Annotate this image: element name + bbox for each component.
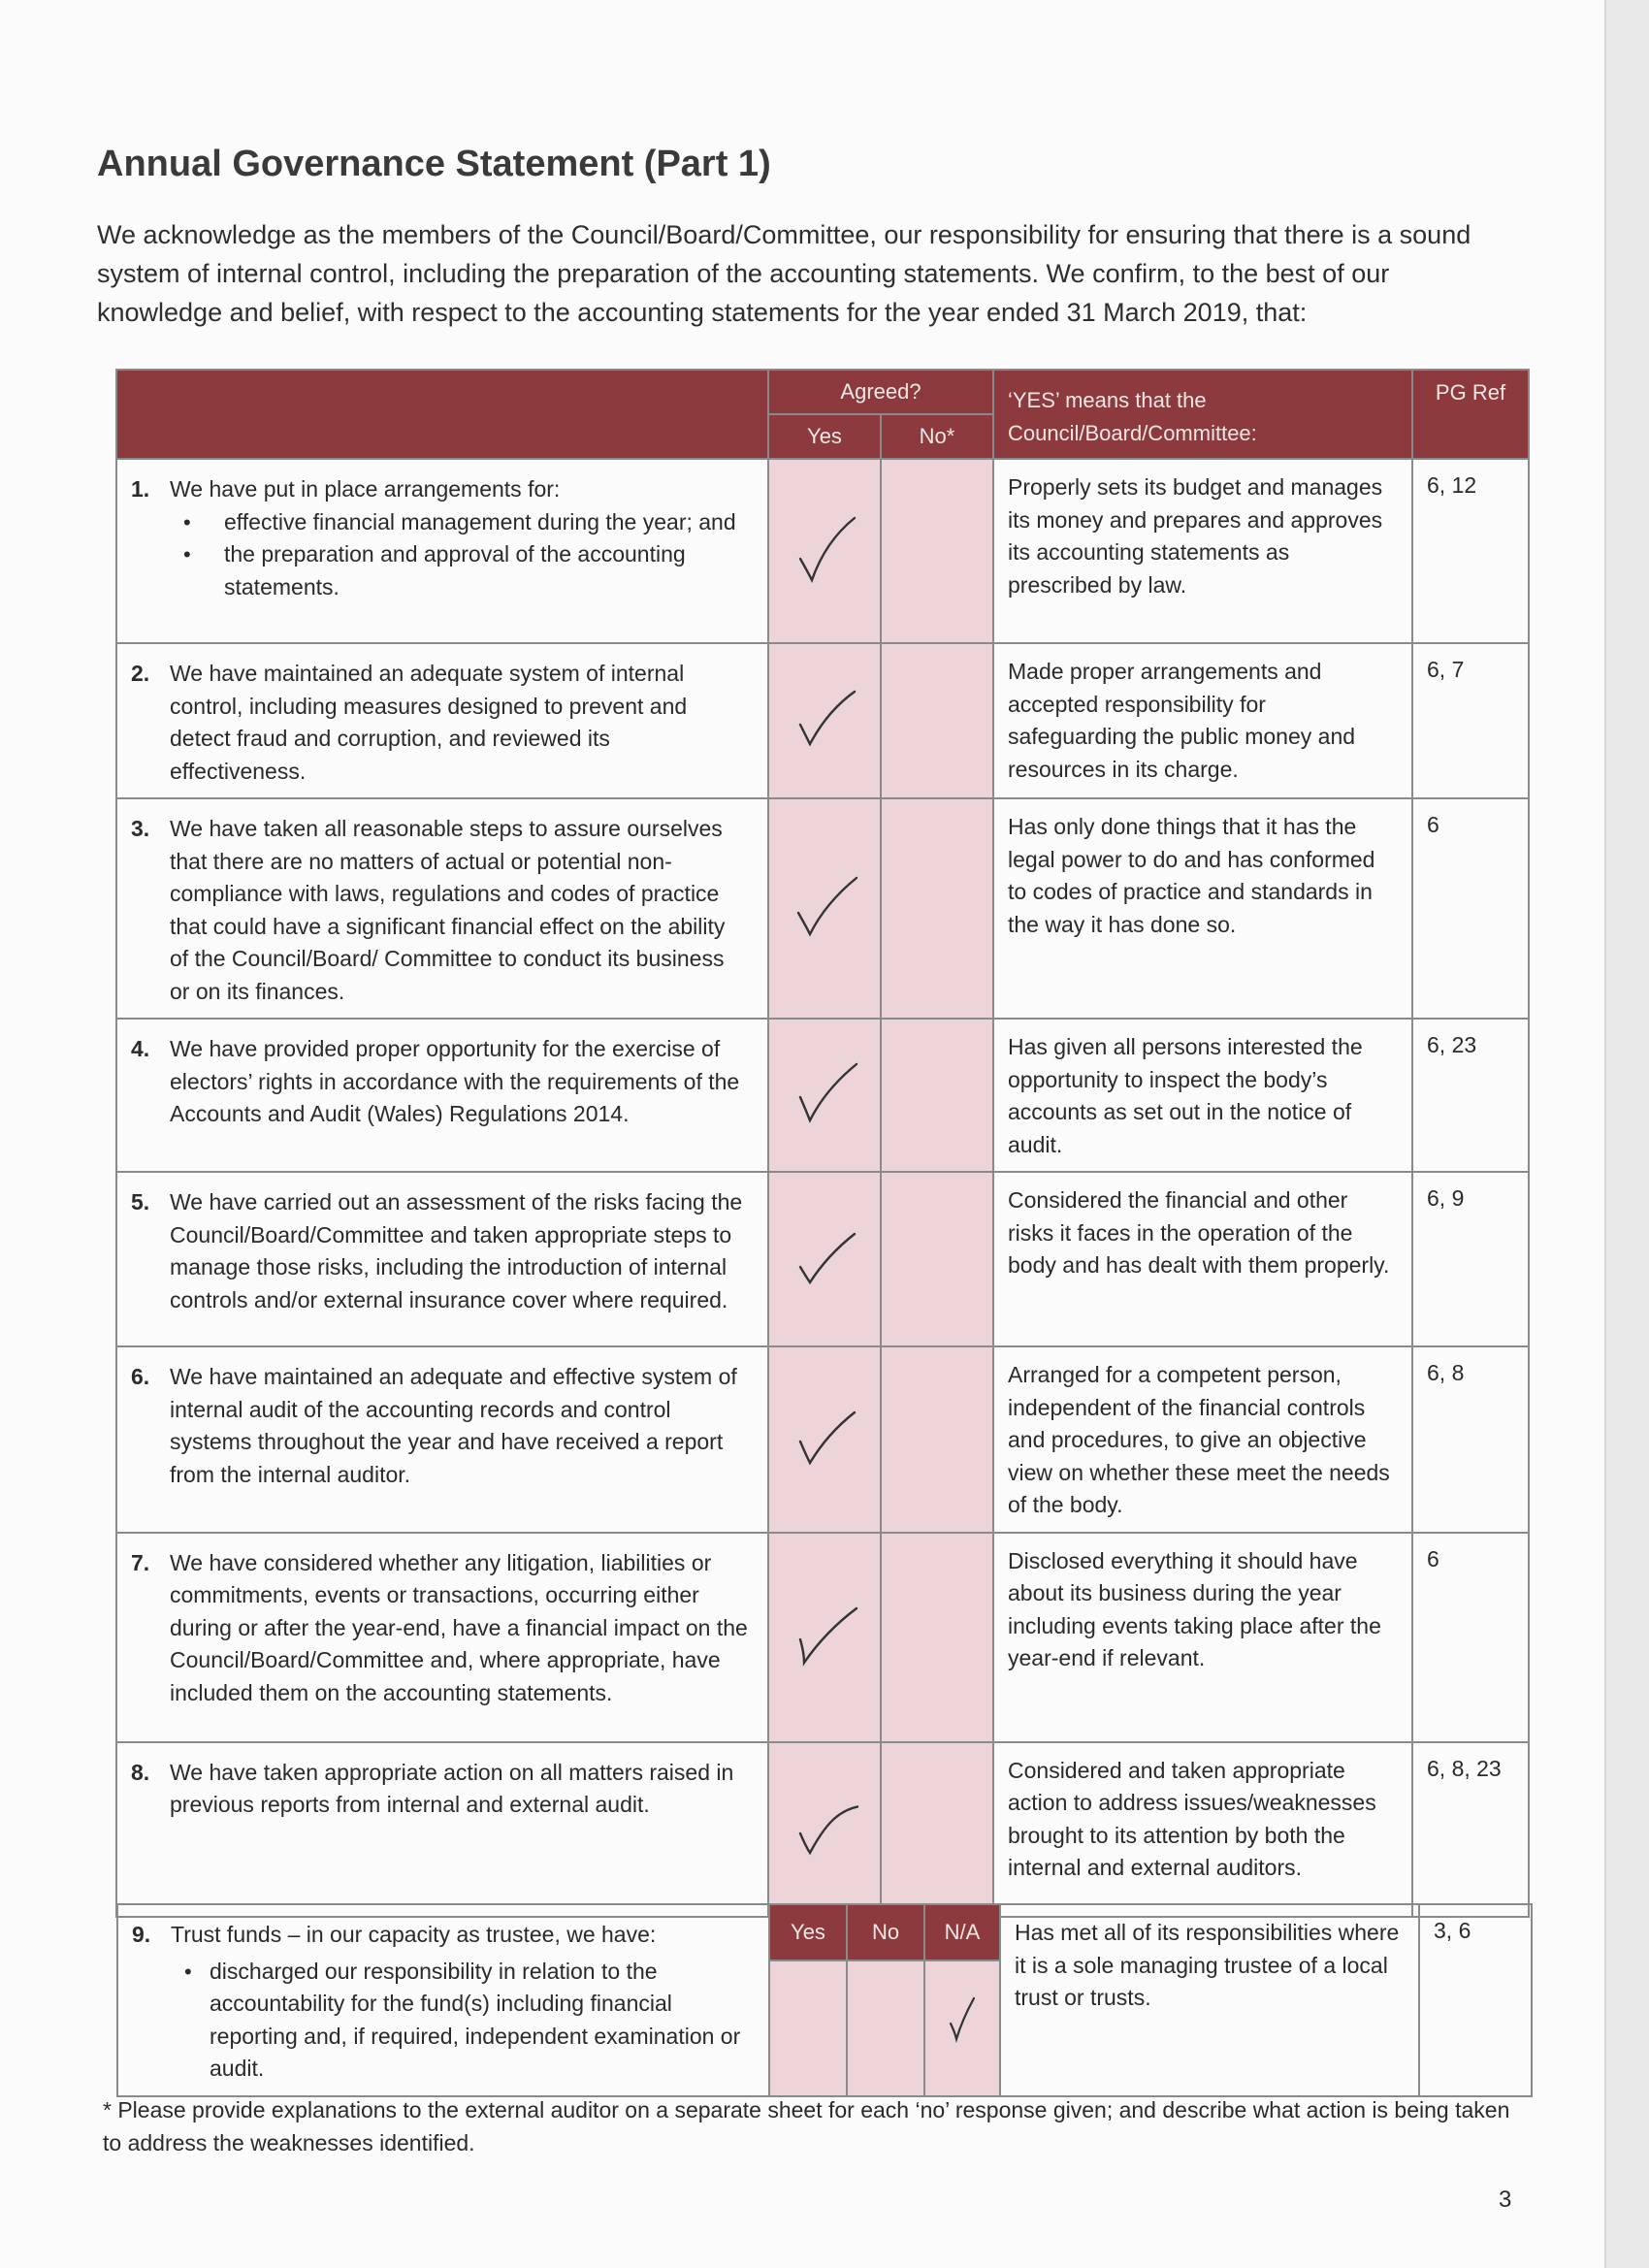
header-pg-ref: PG Ref	[1412, 370, 1529, 459]
checkmark-icon	[796, 1791, 858, 1868]
checkmark-icon	[796, 1401, 858, 1478]
table-row	[116, 1346, 1529, 1533]
statement-text: We have considered whether any litigation, liabilities or commitments, events or transactions, occurring either during or after the year-end, have a financial impact on the Council/Board/Committee and, where appropriate, have included them on the accounting statements.	[170, 1549, 748, 1705]
means-cell: Has only done things that it has the legal power to do and has conformed to codes of practice and standards in the way it has done so.	[993, 798, 1412, 1019]
governance-table	[115, 369, 1530, 1918]
header-means: ‘YES’ means that the Council/Board/Committee:	[993, 370, 1412, 459]
trust-header-na: N/A	[924, 1904, 1000, 1960]
statement-text: We have put in place arrangements for:	[170, 476, 561, 502]
table-row	[116, 1742, 1529, 1917]
pg-ref-cell: 6	[1412, 1533, 1529, 1742]
pg-ref-cell: 6, 9	[1412, 1172, 1529, 1346]
means-cell: Arranged for a competent person, independent of the financial controls and procedures, to give an objective view on whether these meet the needs of the body.	[993, 1346, 1412, 1533]
statement-cell	[116, 643, 768, 798]
means-cell: Made proper arrangements and accepted responsibility for safeguarding the public money and resources in its charge.	[993, 643, 1412, 798]
statement-cell	[116, 459, 768, 643]
row-number: 4.	[131, 1036, 150, 1061]
header-agreed: Agreed?	[768, 370, 993, 414]
row-number: 1.	[131, 476, 150, 502]
statement-text: We have provided proper opportunity for the exercise of electors’ rights in accordance with the requirements of the Accounts and Audit (Wales) Regulations 2014.	[170, 1036, 740, 1126]
trust-yes-checkbox-cell[interactable]	[769, 1960, 847, 2096]
no-checkbox-cell[interactable]	[881, 1346, 993, 1533]
checkmark-icon	[943, 1991, 982, 2049]
trust-no-checkbox-cell[interactable]	[847, 1960, 924, 2096]
row-number: 5.	[131, 1189, 150, 1215]
statement-text: We have carried out an assessment of the risks facing the Council/Board/Committee and taken appropriate steps to manage those risks, including the introduction of internal controls and/or external insurance cover where required.	[170, 1189, 743, 1312]
no-checkbox-cell[interactable]	[881, 798, 993, 1019]
checkmark-icon	[796, 1220, 858, 1298]
statement-text: We have maintained an adequate system of internal control, including measures designed to prevent and detect fraud and corruption, and reviewed its effectiveness.	[170, 661, 688, 784]
pg-ref-cell: 6	[1412, 798, 1529, 1019]
row-number: 2.	[131, 661, 150, 686]
no-checkbox-cell[interactable]	[881, 1019, 993, 1172]
row-number: 9.	[132, 1922, 151, 1947]
pg-ref-cell: 6, 8	[1412, 1346, 1529, 1533]
statement-bullet: • the preparation and approval of the accounting statements.	[170, 538, 748, 603]
statement-cell	[116, 798, 768, 1019]
statement-text: We have taken appropriate action on all matters raised in previous reports from internal and external audit.	[170, 1759, 734, 1817]
trust-funds-table	[116, 1903, 1533, 2097]
page-number: 3	[1499, 2187, 1512, 2213]
yes-checkbox-cell[interactable]	[768, 1533, 881, 1742]
statement-cell	[116, 1019, 768, 1172]
row-number: 7.	[131, 1549, 150, 1575]
checkmark-icon	[796, 1599, 858, 1676]
table-row	[116, 1533, 1529, 1742]
yes-checkbox-cell[interactable]	[768, 1742, 881, 1917]
no-checkbox-cell[interactable]	[881, 1172, 993, 1346]
checkmark-icon	[796, 870, 858, 948]
means-cell: Considered and taken appropriate action to address issues/weaknesses brought to its attention by both the internal and external auditors.	[993, 1742, 1412, 1917]
footnote: * Please provide explanations to the external auditor on a separate sheet for each ‘no’ response given; and describe what action is being taken to address the weaknesses identified.	[103, 2097, 1510, 2155]
pg-ref-cell: 6, 12	[1412, 459, 1529, 643]
header-blank	[116, 370, 768, 459]
yes-checkbox-cell[interactable]	[768, 1019, 881, 1172]
trust-statement-cell	[117, 1904, 769, 2096]
row-number: 6.	[131, 1364, 150, 1389]
table-row	[116, 643, 1529, 798]
row-number: 3.	[131, 816, 150, 841]
yes-checkbox-cell[interactable]	[768, 1346, 881, 1533]
table-row	[116, 798, 1529, 1019]
yes-checkbox-cell[interactable]	[768, 798, 881, 1019]
row-number: 8.	[131, 1759, 150, 1785]
no-checkbox-cell[interactable]	[881, 1533, 993, 1742]
yes-checkbox-cell[interactable]	[768, 459, 881, 643]
checkmark-icon	[796, 512, 858, 590]
pg-ref-cell: 6, 8, 23	[1412, 1742, 1529, 1917]
trust-pg-ref-cell: 3, 6	[1419, 1904, 1532, 2096]
statement-cell	[116, 1346, 768, 1533]
intro-paragraph: We acknowledge as the members of the Council/Board/Committee, our responsibility for ensuring that there is a sound system of internal control, including the preparation of the accounting statements. We confirm, to the best of our knowledge and belief, with respect to the accounting statements for the year ended 31 March 2019, that:	[97, 220, 1471, 327]
statement-text: Trust funds – in our capacity as trustee, we have:	[171, 1922, 657, 1947]
statement-text: We have taken all reasonable steps to assure ourselves that there are no matters of actual or potential non-compliance with laws, regulations and codes of practice that could have a significant financial effect on the ability of the Council/Board/ Committee to conduct its business or on its finances.	[170, 816, 726, 1004]
no-checkbox-cell[interactable]	[881, 643, 993, 798]
statement-bullet: • effective financial management during the year; and	[170, 506, 748, 539]
means-cell: Disclosed everything it should have about its business during the year including events taking place after the year-end if relevant.	[993, 1533, 1412, 1742]
header-no: No*	[881, 414, 993, 459]
means-cell: Properly sets its budget and manages its money and prepares and approves its accounting statements as prescribed by law.	[993, 459, 1412, 643]
statement-cell	[116, 1533, 768, 1742]
checkmark-icon	[796, 1056, 858, 1134]
yes-checkbox-cell[interactable]	[768, 643, 881, 798]
means-cell: Has given all persons interested the opportunity to inspect the body’s accounts as set out in the notice of audit.	[993, 1019, 1412, 1172]
trust-means-cell: Has met all of its responsibilities where it is a sole managing trustee of a local trust or trusts.	[1000, 1904, 1419, 2096]
means-cell: Considered the financial and other risks it faces in the operation of the body and has dealt with them properly.	[993, 1172, 1412, 1346]
pg-ref-cell: 6, 23	[1412, 1019, 1529, 1172]
table-row	[116, 1019, 1529, 1172]
no-checkbox-cell[interactable]	[881, 459, 993, 643]
page-title: Annual Governance Statement (Part 1)	[97, 144, 771, 184]
header-yes: Yes	[768, 414, 881, 459]
statement-cell	[116, 1172, 768, 1346]
trust-header-yes: Yes	[769, 1904, 847, 1960]
statement-bullet: • discharged our responsibility in relation to the accountability for the fund(s) including financial reporting and, if required, independent examination or audit.	[171, 1956, 749, 2086]
pg-ref-cell: 6, 7	[1412, 643, 1529, 798]
trust-na-checkbox-cell[interactable]	[924, 1960, 1000, 2096]
table-row	[116, 1172, 1529, 1346]
yes-checkbox-cell[interactable]	[768, 1172, 881, 1346]
statement-cell	[116, 1742, 768, 1917]
trust-header-no: No	[847, 1904, 924, 1960]
no-checkbox-cell[interactable]	[881, 1742, 993, 1917]
statement-text: We have maintained an adequate and effective system of internal audit of the accounting records and control systems throughout the year and have received a report from the internal auditor.	[170, 1364, 737, 1487]
table-row	[116, 459, 1529, 643]
checkmark-icon	[796, 682, 858, 760]
